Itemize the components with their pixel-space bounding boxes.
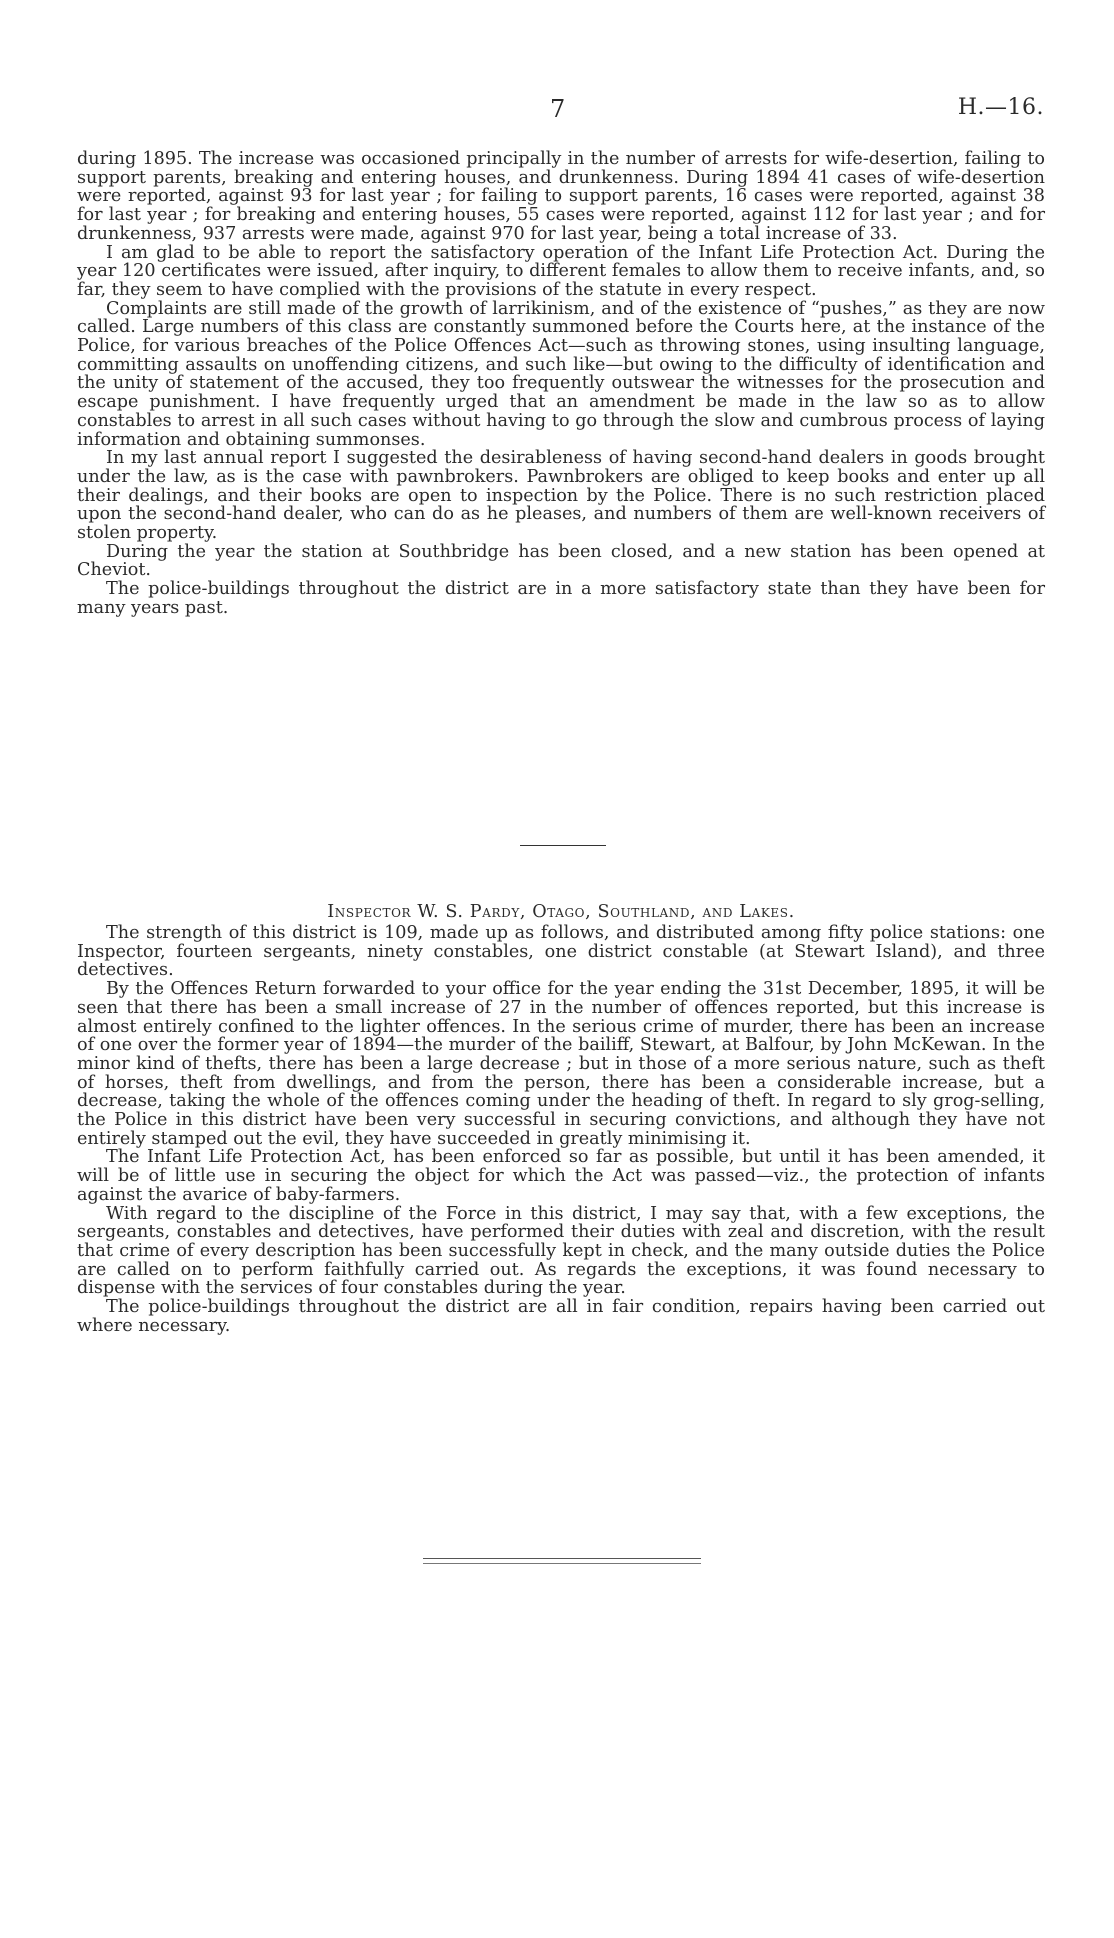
page-number: 7 <box>550 95 566 123</box>
paragraph: The police-buildings throughout the district are all in fair condition, repairs having been carried out where necessary. <box>77 1297 1045 1336</box>
page-header <box>0 95 1114 125</box>
paragraph: With regard to the discipline of the Force in this district, I may say that, with a few exceptions, the sergeants, constables and detectives, have performed their duties with zeal and discretion, with the result that crime of every description has been successfully kept in check, and the many outside duties the Police are called on to perform faithfully carried out. As regards the exceptions, it was found necessary to dispense with the services of four constables during the year. <box>77 1203 1045 1299</box>
paragraph: In my last annual report I suggested the desirableness of having second-hand dealers in goods brought under the law, as is the case with pawnbrokers. Pawnbrokers are obliged to keep books and enter up all their dealings, and their books are open to inspection by the Police. There is no such restriction placed upon the second-hand dealer, who can do as he pleases, and numbers of them are well-known receivers of stolen property. <box>77 448 1045 544</box>
section-title: Inspector W. S. Pardy, Otago, Southland, and Lakes. <box>327 902 795 922</box>
paragraph: during 1895. The increase was occasioned principally in the number of arrests for wife-desertion, failing to support parents, breaking and entering houses, and drunkenness. During 1894 41 cases of wife-desertion were reported, against 93 for last year ; for failing to support parents, 16 cases were reported, against 38 for last year ; for breaking and entering houses, 55 cases were reported, against 112 for last year ; and for drunkenness, 937 arrests were made, against 970 for last year, being a total increase of 33. <box>77 149 1045 244</box>
paragraph: During the year the station at Southbridge has been closed, and a new station has been opened at Cheviot. <box>77 541 1045 581</box>
paragraph: The strength of this district is 109, made up as follows, and distributed among fifty police stations: one Inspector, fourteen sergeants, ninety constables, one district constable (at Stewart Island), and three detectives. <box>77 923 1045 981</box>
report-continuation-section <box>77 150 1045 618</box>
paragraph: Complaints are still made of the growth of larrikinism, and of the existence of “pushes,” as they are now called. Large numbers of this class are constantly summoned before the Courts here, at the instance of the Police, for various breaches of the Police Offences Act—such as throwing stones, using insulting language, committing assaults on unoffending citizens, and such like—but owing to the difficulty of identification and the unity of statement of the accused, they too frequently outswear the witnesses for the prosecution and escape punishment. I have frequently urged that an amendment be made in the law so as to allow constables to arrest in all such cases without having to go through the slow and cumbrous process of laying information and obtaining summonses. <box>77 298 1045 450</box>
paragraph: The Infant Life Protection Act, has been enforced so far as possible, but until it has been amended, it will be of little use in securing the object for which the Act was passed—viz., the protection of infants against the avarice of baby-farmers. <box>77 1147 1045 1205</box>
paragraph: I am glad to be able to report the satisfactory operation of the Infant Life Protection Act. During the year 120 certificates were issued, after inquiry, to different females to allow them to receive infants, and, so far, they seem to have complied with the provisions of the statute in every respect. <box>77 242 1045 300</box>
section-divider <box>520 845 606 846</box>
paragraph: By the Offences Return forwarded to your office for the year ending the 31st December, 1895, it will be seen that there has been a small increase of 27 in the number of offences reported, but this increase is almost entirely confined to the lighter offences. In the serious crime of murder, there has been an increase of one over the former year of 1894—the murder of the bailiff, Stewart, at Balfour, by John McKewan. In the minor kind of thefts, there has been a large decrease ; but in those of a more serious nature, such as theft of horses, theft from dwellings, and from the person, there has been a considerable increase, but a decrease, taking the whole of the offences coming under the heading of theft. In regard to sly grog-selling, the Police in this district have been very successful in securing convictions, and although they have not entirely stamped out the evil, they have succeeded in greatly minimising it. <box>77 979 1045 1149</box>
document-code: H.—16. <box>957 95 1044 120</box>
end-divider <box>423 1558 701 1564</box>
inspector-pardy-section <box>77 902 1045 1335</box>
paragraph: The police-buildings throughout the district are in a more satisfactory state than they have been for many years past. <box>77 579 1045 618</box>
